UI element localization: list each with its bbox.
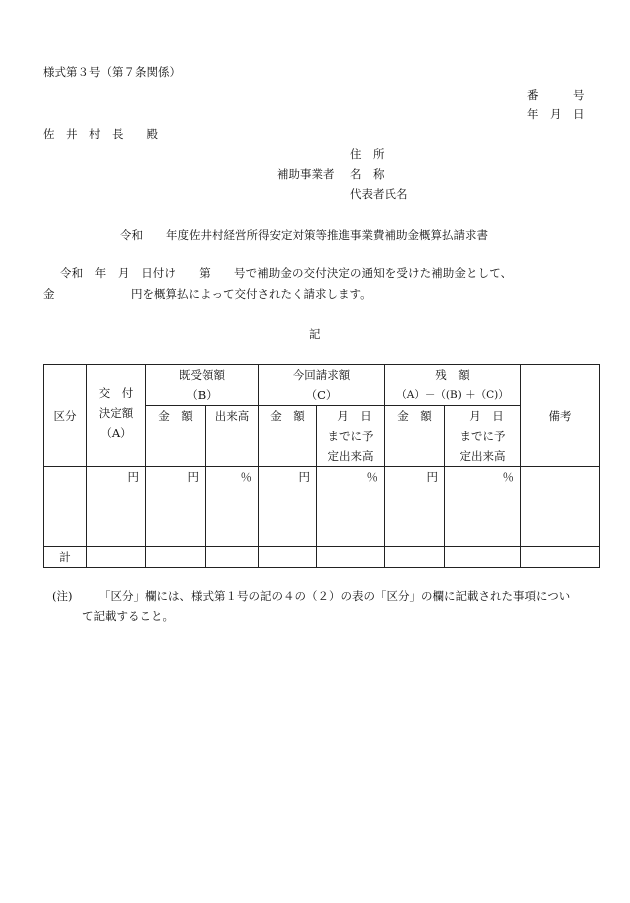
data-current-planned bbox=[317, 467, 385, 547]
header-decision-line-1: 交 付 bbox=[98, 386, 134, 400]
sub-balance-amount-label: 金 額 bbox=[397, 409, 432, 423]
ki-heading: 記 bbox=[309, 327, 321, 341]
sub-current-planned bbox=[317, 406, 385, 467]
total-balance-planned bbox=[445, 547, 521, 568]
applicant-name-label: 名 称 bbox=[350, 167, 385, 181]
unit-pct-balance: ％ bbox=[502, 470, 514, 484]
sub-balance-planned-line-1: 月 日 bbox=[469, 409, 504, 423]
body-line-1: 令和 年 月 日付け 第 号で補助金の交付決定の通知を受けた補助金として、 bbox=[60, 266, 513, 280]
header-kubun bbox=[44, 365, 87, 467]
header-remarks bbox=[521, 365, 600, 467]
note-line-2: て記載すること。 bbox=[82, 609, 174, 623]
header-decision-line-3: （A） bbox=[100, 426, 132, 440]
sub-current-amount-label: 金 額 bbox=[270, 409, 305, 423]
header-balance-line-2: （A）－（(B) ＋（C)） bbox=[396, 389, 509, 401]
sub-balance-planned-line-3: 定出来高 bbox=[459, 449, 506, 463]
unit-yen-decision: 円 bbox=[127, 470, 139, 484]
sub-received-progress-label: 出来高 bbox=[214, 409, 250, 423]
date-label: 年 月 日 bbox=[527, 107, 585, 121]
total-balance-amount bbox=[385, 547, 445, 568]
note-label: (注) bbox=[52, 589, 73, 603]
unit-yen-current: 円 bbox=[298, 470, 310, 484]
header-current-line-1: 今回請求額 bbox=[292, 368, 351, 382]
sub-current-amount bbox=[259, 406, 317, 467]
sub-current-planned-line-3: 定出来高 bbox=[327, 449, 374, 463]
sub-balance-planned bbox=[445, 406, 521, 467]
header-received-line-2: （B） bbox=[186, 388, 218, 402]
header-decision bbox=[87, 365, 146, 467]
total-received-amount bbox=[146, 547, 206, 568]
sub-current-planned-line-2: までに予 bbox=[327, 429, 374, 443]
form-id: 様式第３号（第７条関係） bbox=[43, 65, 181, 79]
total-label: 計 bbox=[59, 550, 71, 564]
data-received-progress bbox=[206, 467, 259, 547]
body-line-2-suffix: 円を概算払によって交付されたく請求します。 bbox=[131, 287, 372, 301]
unit-pct-current: ％ bbox=[366, 470, 378, 484]
sub-received-amount bbox=[146, 406, 206, 467]
data-balance-amount bbox=[385, 467, 445, 547]
header-kubun-label: 区分 bbox=[53, 408, 77, 423]
unit-yen-balance: 円 bbox=[426, 470, 438, 484]
header-current bbox=[259, 365, 385, 406]
header-balance bbox=[385, 365, 521, 406]
applicant-address-label: 住 所 bbox=[350, 147, 385, 161]
sub-balance-planned-line-2: までに予 bbox=[459, 429, 506, 443]
data-received-amount bbox=[146, 467, 206, 547]
header-decision-line-2: 決定額 bbox=[98, 406, 134, 420]
sub-received-progress bbox=[206, 406, 259, 467]
applicant-group-label: 補助事業者 bbox=[277, 167, 335, 181]
sub-received-amount-label: 金 額 bbox=[158, 409, 193, 423]
total-remarks bbox=[521, 547, 600, 568]
addressee: 佐 井 村 長 殿 bbox=[43, 127, 158, 141]
applicant-rep-label: 代表者氏名 bbox=[350, 187, 408, 201]
header-received-line-1: 既受領額 bbox=[179, 368, 225, 382]
header-balance-line-1: 残 額 bbox=[435, 368, 470, 382]
header-current-line-2: （C） bbox=[305, 388, 338, 402]
data-remarks bbox=[521, 467, 600, 547]
sub-balance-amount bbox=[385, 406, 445, 467]
unit-pct-received: ％ bbox=[240, 470, 252, 484]
request-table bbox=[43, 364, 600, 568]
note-line-1: 「区分」欄には、様式第１号の記の４の（２）の表の「区分」の欄に記載された事項につい bbox=[99, 589, 571, 603]
total-current-amount bbox=[259, 547, 317, 568]
header-remarks-label: 備考 bbox=[548, 408, 572, 423]
total-received-progress bbox=[206, 547, 259, 568]
total-decision bbox=[87, 547, 146, 568]
data-balance-planned bbox=[445, 467, 521, 547]
data-decision bbox=[87, 467, 146, 547]
unit-yen-received: 円 bbox=[187, 470, 199, 484]
total-label-cell bbox=[44, 547, 87, 568]
document-title: 令和 年度佐井村経営所得安定対策等推進事業費補助金概算払請求書 bbox=[120, 228, 488, 242]
header-received bbox=[146, 365, 259, 406]
data-kubun bbox=[44, 467, 87, 547]
number-label: 番 号 bbox=[527, 88, 585, 102]
data-current-amount bbox=[259, 467, 317, 547]
body-line-2-prefix: 金 bbox=[43, 287, 55, 301]
sub-current-planned-line-1: 月 日 bbox=[337, 409, 372, 423]
total-current-planned bbox=[317, 547, 385, 568]
